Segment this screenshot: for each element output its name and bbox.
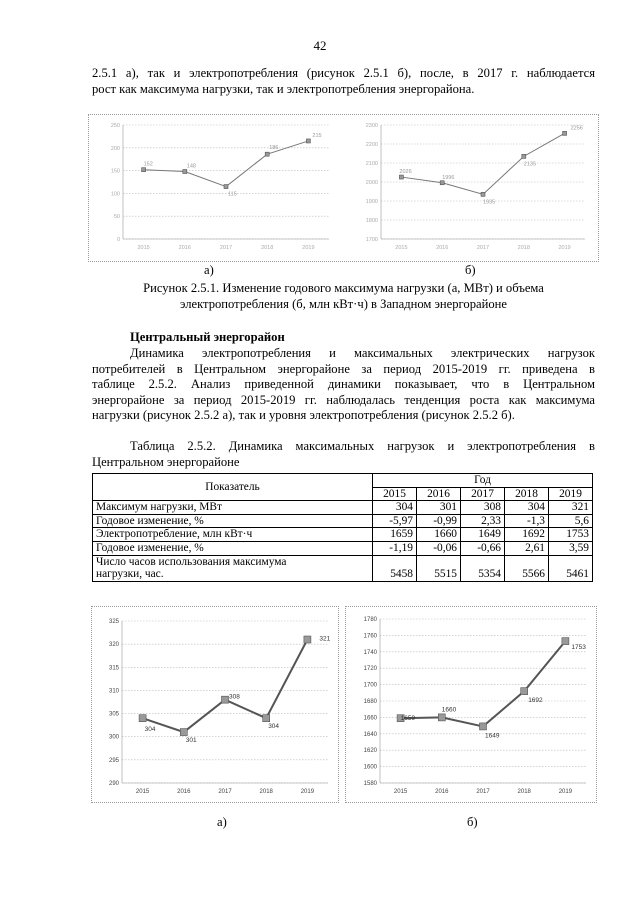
cell: -0,99 [417, 514, 461, 528]
data-label: 1660 [441, 706, 457, 714]
x-tick-label: 2016 [435, 789, 449, 795]
cell: 1753 [549, 528, 593, 542]
y-tick-label: 0 [116, 237, 120, 243]
intro-paragraph [92, 66, 595, 97]
data-point [139, 715, 146, 722]
x-tick-label: 2016 [177, 789, 191, 795]
y-tick-label: 1640 [363, 731, 377, 738]
y-tick-label: 325 [108, 619, 119, 625]
y-tick-label: 2100 [365, 161, 378, 167]
cell: -0,66 [461, 541, 505, 555]
data-point [180, 729, 187, 736]
header-indicator: Показатель [93, 474, 373, 501]
table-row [93, 501, 593, 515]
cell: 5461 [549, 555, 593, 581]
x-tick-label: 2019 [302, 245, 315, 251]
cell: -5,97 [373, 514, 417, 528]
cell: 308 [461, 501, 505, 515]
y-tick-label: 1900 [365, 199, 378, 205]
table-caption [92, 439, 595, 470]
cell: 1692 [505, 528, 549, 542]
body-line: энергорайоне за период 2015-2019 гг. наблюдалась тенденция роста как максимума [92, 392, 595, 407]
chart-251a [89, 115, 339, 259]
data-point [224, 185, 228, 189]
page-number: 42 [313, 38, 327, 53]
data-point [304, 636, 311, 643]
data-label: 186 [269, 145, 279, 152]
cell: 1660 [417, 528, 461, 542]
data-label: 1659 [400, 715, 416, 723]
year-cell: 2016 [417, 487, 461, 501]
row-label: Годовое изменение, % [93, 514, 373, 528]
cell: -1,3 [505, 514, 549, 528]
data-point [522, 154, 526, 158]
figure-252a-frame [91, 606, 339, 803]
body-line: Динамика электропотребления и максимальных электрических нагрузок [130, 346, 595, 360]
data-point [183, 170, 187, 174]
x-tick-label: 2017 [476, 245, 490, 251]
data-label: 2026 [399, 169, 412, 176]
y-tick-label: 1620 [363, 748, 377, 755]
y-tick-label: 100 [110, 191, 120, 198]
y-tick-label: 295 [108, 757, 119, 764]
row-label-line: Число часов использования максимума [96, 555, 287, 568]
data-point [562, 638, 569, 645]
cell: 2,33 [461, 514, 505, 528]
cell: 304 [505, 501, 549, 515]
x-tick-label: 2017 [476, 789, 490, 795]
data-label: 1649 [485, 732, 500, 740]
caption-line: Рисунок 2.5.1. Изменение годового максимума нагрузки (а, МВт) и объема [143, 281, 544, 295]
data-point [399, 175, 403, 179]
series-line [401, 133, 564, 194]
table-row [93, 528, 593, 542]
y-tick-label: 320 [108, 642, 119, 649]
y-tick-label: 1700 [363, 682, 377, 689]
intro-line: рост как максимума нагрузки, так и электропотребления энергорайона. [92, 81, 475, 96]
data-point [521, 688, 528, 695]
figure-252-label-a: а) [217, 815, 227, 829]
table-header-row [93, 474, 593, 488]
data-label: 304 [268, 723, 280, 731]
y-tick-label: 1740 [363, 649, 377, 656]
x-tick-label: 2019 [558, 789, 573, 795]
data-label: 1935 [483, 199, 496, 206]
y-tick-label: 1760 [363, 633, 377, 640]
x-tick-label: 2016 [178, 245, 191, 251]
series-line [143, 640, 308, 733]
data-label: 152 [143, 161, 153, 168]
data-point [563, 131, 567, 135]
row-label: Электропотребление, млн кВт·ч [93, 528, 373, 542]
intro-line: 2.5.1 а), так и электропотребления (рисунок 2.5.1 б), после, в 2017 г. наблюдается [92, 66, 595, 80]
data-label: 2135 [523, 161, 537, 168]
x-tick-label: 2019 [558, 245, 571, 251]
figure-251-frame [88, 114, 599, 262]
cell: 301 [417, 501, 461, 515]
body-paragraph [92, 346, 595, 424]
caption-line: электропотребления (б, млн кВт·ч) в Западном энергорайоне [180, 296, 507, 311]
data-point [481, 192, 485, 196]
x-tick-label: 2015 [135, 789, 150, 795]
data-point [440, 181, 444, 185]
y-tick-label: 50 [113, 214, 120, 221]
cell: 5515 [417, 555, 461, 581]
x-tick-label: 2017 [219, 245, 233, 251]
y-tick-label: 305 [108, 711, 119, 718]
cell: 5,6 [549, 514, 593, 528]
y-tick-label: 2200 [365, 142, 378, 148]
data-point [480, 723, 487, 730]
x-tick-label: 2015 [137, 245, 150, 251]
data-label: 1692 [528, 697, 543, 705]
cell: 5354 [461, 555, 505, 581]
data-label: 308 [229, 693, 240, 701]
chart-252a [92, 607, 338, 802]
y-tick-label: 300 [108, 734, 119, 741]
body-line: потребителей в Центральном энергорайоне за период 2015-2019 гг. приведена в [92, 361, 595, 376]
table-row [93, 541, 593, 555]
y-tick-label: 200 [110, 145, 120, 152]
y-tick-label: 150 [110, 168, 120, 175]
x-tick-label: 2016 [436, 245, 449, 251]
row-label-line: нагрузки, час. [96, 568, 164, 581]
cell: 5566 [505, 555, 549, 581]
table-caption-line: Центральном энергорайоне [92, 454, 240, 469]
table-caption-line: Таблица 2.5.2. Динамика максимальных нагрузок и электропотребления в [130, 439, 595, 453]
year-cell: 2015 [373, 487, 417, 501]
year-cell: 2017 [461, 487, 505, 501]
section-heading: Центральный энергорайон [130, 330, 285, 344]
header-year: Год [373, 474, 593, 488]
data-table [92, 473, 593, 582]
data-label: 1753 [571, 644, 586, 652]
body-line: таблице 2.5.2. Анализ приведенной динамики показывает, что в Центральном [92, 377, 595, 392]
cell: -1,19 [373, 541, 417, 555]
row-label [93, 555, 373, 581]
data-point [263, 715, 270, 722]
chart-252b [346, 607, 596, 802]
y-tick-label: 1800 [365, 218, 378, 224]
cell: 3,59 [549, 541, 593, 555]
data-point [306, 139, 310, 143]
y-tick-label: 2000 [365, 180, 378, 186]
data-label: 321 [319, 635, 331, 643]
x-tick-label: 2017 [218, 789, 232, 795]
data-label: 148 [186, 163, 196, 170]
x-tick-label: 2015 [393, 789, 408, 795]
row-label: Максимум нагрузки, МВт [93, 501, 373, 515]
series-line [401, 641, 566, 726]
row-label: Годовое изменение, % [93, 541, 373, 555]
cell: 1659 [373, 528, 417, 542]
figure-251-label-a: а) [204, 263, 214, 277]
x-tick-label: 2018 [517, 789, 531, 795]
y-tick-label: 1720 [363, 666, 377, 673]
cell: 2,61 [505, 541, 549, 555]
y-tick-label: 315 [108, 665, 119, 672]
y-tick-label: 1600 [363, 764, 377, 771]
data-label: 115 [228, 191, 237, 198]
cell: 1649 [461, 528, 505, 542]
chart-251b [345, 115, 595, 259]
table-row [93, 555, 593, 581]
data-point [438, 714, 445, 721]
data-label: 215 [312, 132, 322, 139]
y-tick-label: 1680 [363, 699, 377, 705]
x-tick-label: 2018 [517, 245, 530, 251]
x-tick-label: 2015 [395, 245, 408, 251]
cell: 304 [373, 501, 417, 515]
data-label: 301 [185, 737, 197, 745]
figure-251-label-b: б) [465, 263, 476, 277]
figure-251-caption [92, 281, 595, 312]
y-tick-label: 1700 [365, 237, 378, 243]
figure-252b-frame [345, 606, 597, 803]
data-point [142, 168, 146, 172]
cell: -0,06 [417, 541, 461, 555]
figure-252-label-b: б) [467, 815, 478, 829]
data-label: 304 [144, 726, 156, 734]
data-label: 1996 [442, 174, 455, 181]
y-tick-label: 290 [108, 781, 119, 787]
cell: 5458 [373, 555, 417, 581]
table-row [93, 514, 593, 528]
y-tick-label: 1780 [363, 617, 377, 623]
y-tick-label: 310 [108, 688, 119, 695]
x-tick-label: 2019 [300, 789, 315, 795]
year-cell: 2019 [549, 487, 593, 501]
x-tick-label: 2018 [261, 245, 274, 251]
year-cell: 2018 [505, 487, 549, 501]
body-line: нагрузки (рисунок 2.5.2 а), так и уровня электропотребления (рисунок 2.5.2 б). [92, 408, 515, 423]
y-tick-label: 250 [110, 123, 120, 129]
y-tick-label: 1660 [363, 715, 377, 722]
data-point [222, 696, 229, 703]
data-label: 2256 [570, 125, 583, 132]
y-tick-label: 2300 [365, 123, 378, 129]
y-tick-label: 1580 [363, 781, 377, 787]
cell: 321 [549, 501, 593, 515]
data-point [265, 152, 269, 156]
x-tick-label: 2018 [259, 789, 273, 795]
